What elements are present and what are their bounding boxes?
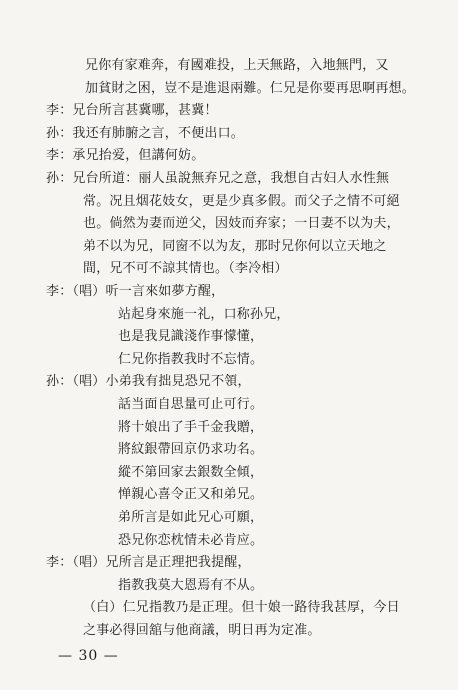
- text-line: 孙：（唱）小弟我有拙見恐兄不領，: [46, 374, 251, 389]
- text-line: 將十娘出了手千金我贈，: [118, 420, 264, 435]
- text-line: 兄你有家难奔，有國难投，上天無路，入地無門，又: [85, 58, 389, 73]
- text-line: 縱不第回家去銀数全傾，: [118, 465, 264, 480]
- text-line: 之事必得回舘与他商議，明日再为定准。: [83, 623, 321, 638]
- text-line: 弟不以为兄，同窗不以为友，那时兄你何以立天地之: [83, 239, 387, 254]
- text-line: 孙：我还有肺腑之言，不便出口。: [46, 126, 245, 141]
- text-line: 常。况且烟花妓女，更是少真多假。而父子之情不可絕: [83, 194, 400, 209]
- text-line: 孙：兄台所道：丽人虽說無弃兄之意，我想自古妇人水性無: [46, 171, 390, 186]
- text-line: 李：（唱）听一言來如夢方醒，: [46, 284, 225, 299]
- text-line: （白）仁兄指教乃是正理。但十娘一路待我甚厚，今日: [83, 600, 400, 615]
- text-line: 李：（唱）兄所言是正理把我提醒，: [46, 555, 251, 570]
- page-number: — 30 —: [58, 648, 119, 664]
- text-line: 也。倘然为妻而逆父，因妓而弃家；一日妻不以为夫，: [83, 216, 400, 231]
- text-line: 惮親心喜令正又和弟兄。: [118, 487, 264, 502]
- text-line: 加貧財之困，豈不是進退兩難。仁兄是你要再思啊再想。: [85, 81, 416, 96]
- text-line: 恐兄你恋枕情未必肯应。: [118, 533, 264, 548]
- text-line: 站起身來施一礼，口称孙兄，: [118, 307, 290, 322]
- text-line: 間，兄不可不諒其情也。（李冷相）: [83, 261, 288, 276]
- text-line: 也是我見識淺作事懞懂，: [118, 329, 264, 344]
- text-line: 弟所言是如此兄心可願，: [118, 510, 264, 525]
- text-line: 話当面自思量可止可行。: [118, 397, 264, 412]
- text-line: 仁兄你指教我时不忘情。: [118, 352, 264, 367]
- text-line: 李：承兄抬爱，但講何妨。: [46, 148, 205, 163]
- text-line: 李：兄台所言甚冀哪，甚冀！: [46, 103, 218, 118]
- text-line: 指教我莫大恩焉有不从。: [118, 578, 264, 593]
- text-line: 將紋銀帶回京仍求功名。: [118, 442, 264, 457]
